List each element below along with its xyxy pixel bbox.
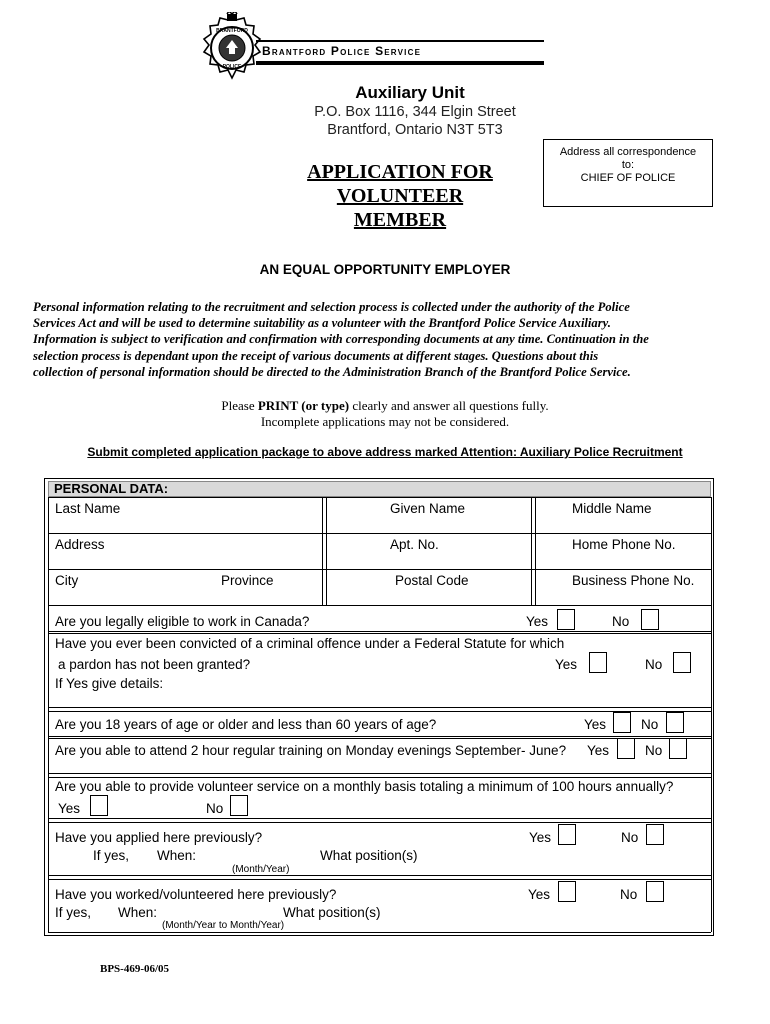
no-label: No — [645, 657, 663, 672]
row-divider — [48, 497, 711, 498]
applied-yes-checkbox[interactable] — [558, 824, 576, 845]
yes-label: Yes — [587, 743, 610, 758]
title-line-1: APPLICATION FOR — [307, 161, 493, 183]
privacy-line: collection of personal information should be directed to the Administration Branch of the Brantford Police Service. — [33, 364, 631, 379]
row-divider — [48, 773, 711, 774]
volunteer-no-checkbox[interactable] — [230, 795, 248, 816]
correspondence-line-2: to: — [621, 159, 635, 171]
privacy-line: Personal information relating to the recruitment and selection process is collected under the authority of the Police — [33, 300, 630, 314]
address-line-2: Brantford, Ontario N3T 5T3 — [327, 122, 503, 138]
correspondence-line-1: Address all correspondence — [559, 146, 697, 158]
no-label: No — [621, 830, 639, 845]
given-name-field[interactable]: Given Name — [390, 501, 466, 516]
yes-label: Yes — [528, 887, 551, 902]
eligible-no-checkbox[interactable] — [641, 609, 659, 630]
privacy-line: Services Act and will be used to determine suitability as a volunteer with the Brantford Police Service Auxiliary. — [33, 316, 611, 331]
convicted-details-field[interactable]: If Yes give details: — [55, 676, 164, 691]
row-divider — [48, 818, 711, 819]
row-divider — [48, 605, 711, 606]
brand-rule-top — [256, 40, 544, 42]
postal-code-field[interactable]: Postal Code — [395, 573, 469, 588]
row-divider — [48, 932, 711, 933]
no-label: No — [620, 887, 638, 902]
worked-no-checkbox[interactable] — [646, 881, 664, 902]
no-label: No — [641, 717, 659, 732]
address-line-1: P.O. Box 1116, 344 Elgin Street — [314, 104, 516, 120]
title-line-3: MEMBER — [353, 209, 447, 231]
section-title: PERSONAL DATA: — [54, 481, 169, 496]
city-field[interactable]: City — [55, 573, 79, 588]
correspondence-line-3: CHIEF OF POLICE — [580, 172, 676, 184]
applied-position-field[interactable]: What position(s) — [320, 848, 418, 863]
question-volunteer: Are you able to provide volunteer service on a monthly basis totaling a minimum of 100 hours annually? — [55, 779, 674, 794]
worked-yes-checkbox[interactable] — [558, 881, 576, 902]
row-divider — [48, 875, 711, 876]
row-divider — [48, 569, 711, 570]
row-divider — [48, 533, 711, 534]
apt-no-field[interactable]: Apt. No. — [390, 537, 439, 552]
question-applied: Have you applied here previously? — [55, 830, 263, 845]
row-divider — [48, 707, 711, 708]
privacy-line: selection process is dependant upon the receipt of various documents at different stages. Questions about this — [33, 348, 599, 363]
training-yes-checkbox[interactable] — [617, 738, 635, 759]
print-note-suffix: clearly and answer all questions fully. — [349, 398, 549, 413]
yes-label: Yes — [555, 657, 578, 672]
title-line-2: VOLUNTEER — [336, 185, 464, 207]
convicted-no-checkbox[interactable] — [673, 652, 691, 673]
yes-label: Yes — [58, 801, 81, 816]
col-divider — [711, 497, 712, 605]
privacy-line: Information is subject to verification and confirmation with corresponding documents at any time. Continuation in the — [33, 332, 649, 347]
privacy-statement — [33, 299, 733, 380]
address-field[interactable]: Address — [55, 537, 105, 552]
question-worked: Have you worked/volunteered here previously? — [55, 887, 337, 902]
applied-no-checkbox[interactable] — [646, 824, 664, 845]
question-convicted-line-1: Have you ever been convicted of a criminal offence under a Federal Statute for which — [55, 636, 565, 651]
province-field[interactable]: Province — [221, 573, 274, 588]
training-no-checkbox[interactable] — [669, 738, 687, 759]
col-divider — [531, 497, 532, 605]
no-label: No — [612, 614, 630, 629]
yes-label: Yes — [526, 614, 549, 629]
age-no-checkbox[interactable] — [666, 712, 684, 733]
if-yes-label: If yes, — [93, 848, 130, 863]
age-yes-checkbox[interactable] — [613, 712, 631, 733]
row-divider — [48, 631, 711, 634]
unit-title: Auxiliary Unit — [355, 83, 465, 102]
middle-name-field[interactable]: Middle Name — [572, 501, 652, 516]
convicted-yes-checkbox[interactable] — [589, 652, 607, 673]
row-divider — [48, 822, 711, 823]
row-divider — [48, 777, 711, 778]
col-divider — [326, 497, 327, 605]
equal-opportunity-heading: AN EQUAL OPPORTUNITY EMPLOYER — [259, 262, 511, 277]
applied-when-field[interactable]: When: — [157, 848, 197, 863]
yes-label: Yes — [584, 717, 607, 732]
submit-instructions: Submit completed application package to above address marked Attention: Auxiliary Police Recruitment — [87, 445, 683, 459]
print-note-prefix: Please — [221, 398, 258, 413]
correspondence-box — [543, 139, 713, 207]
application-title — [260, 160, 540, 232]
row-divider — [48, 711, 711, 712]
if-yes-label: If yes, — [55, 905, 92, 920]
col-divider — [711, 605, 712, 932]
print-instructions — [60, 398, 710, 430]
col-divider — [48, 497, 49, 605]
last-name-field[interactable]: Last Name — [55, 501, 121, 516]
col-divider — [322, 497, 323, 605]
print-note-bold: PRINT (or type) — [257, 398, 350, 413]
yes-label: Yes — [529, 830, 552, 845]
worked-when-field[interactable]: When: — [118, 905, 158, 920]
worked-position-field[interactable]: What position(s) — [283, 905, 381, 920]
business-phone-field[interactable]: Business Phone No. — [572, 573, 695, 588]
col-divider — [48, 605, 49, 932]
volunteer-yes-checkbox[interactable] — [90, 795, 108, 816]
month-range-hint: (Month/Year to Month/Year) — [162, 920, 285, 931]
badge-text-top: BRANTFORD — [216, 28, 248, 34]
col-divider — [535, 497, 536, 605]
no-label: No — [645, 743, 663, 758]
no-label: No — [206, 801, 224, 816]
month-year-hint: (Month/Year) — [232, 864, 290, 875]
organization-name: Brantford Police Service — [262, 44, 422, 58]
question-training: Are you able to attend 2 hour regular training on Monday evenings September- June? — [55, 743, 567, 758]
home-phone-field[interactable]: Home Phone No. — [572, 537, 676, 552]
question-age: Are you 18 years of age or older and less than 60 years of age? — [55, 717, 437, 732]
brand-rule-bottom — [256, 61, 544, 65]
question-convicted-line-2: a pardon has not been granted? — [58, 657, 251, 672]
form-code: BPS-469-06/05 — [100, 963, 170, 975]
eligible-yes-checkbox[interactable] — [557, 609, 575, 630]
question-eligible: Are you legally eligible to work in Canada? — [55, 614, 310, 629]
row-divider — [48, 736, 711, 739]
row-divider — [48, 879, 711, 880]
badge-text-bottom: POLICE — [222, 64, 242, 70]
police-badge-logo — [200, 12, 264, 80]
print-note-line-2: Incomplete applications may not be considered. — [260, 414, 510, 429]
